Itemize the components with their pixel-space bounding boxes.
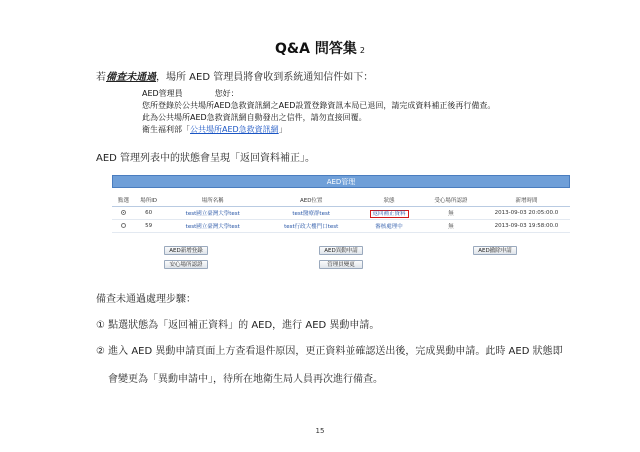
email-line-2: 此為公共場所AED急救資訊網自動發出之信件，請勿直接回覆。 xyxy=(142,113,367,122)
col-time: 新增時間 xyxy=(483,194,570,207)
aed-table xyxy=(112,194,570,233)
email-signature: 衛生福利部「公共場所AED急救資訊網」 xyxy=(142,125,287,134)
page-number: 15 xyxy=(315,427,325,435)
page-title-version: 2 xyxy=(359,46,365,55)
col-place: 場所名稱 xyxy=(162,194,263,207)
row-place[interactable]: test國立臺灣大學test xyxy=(162,207,263,220)
email-line-1: 您所登錄於公共場所AED急救資訊網之AED設置登錄資訊本局已退回，請完成資料補正後再行備查。 xyxy=(142,101,496,110)
table-row[interactable] xyxy=(112,220,570,233)
row-status-highlighted[interactable]: 返回補正資料 xyxy=(370,210,409,218)
aed-management-title: AED管理 xyxy=(112,175,570,188)
steps-heading: 備查未通過處理步驟： xyxy=(96,294,196,305)
step-2: ② 進入 AED 異動申請頁面上方查看退件原因，更正資料並確認送出後，完成異動申請。此時 AED 狀態即 xyxy=(96,346,563,357)
row-status[interactable]: 審核處理中 xyxy=(359,220,419,233)
row-radio[interactable] xyxy=(121,223,126,228)
row-cert: 無 xyxy=(419,220,483,233)
aed-table-header xyxy=(112,194,570,207)
aed-change-button[interactable]: AED異動申請 xyxy=(319,246,363,255)
row-place[interactable]: test國立臺灣大學test xyxy=(162,220,263,233)
row-id: 59 xyxy=(135,220,162,233)
step-2-continued: 會變更為「異動申請中」，待所在地衛生局人員再次進行備查。 xyxy=(108,374,383,385)
manager-change-button[interactable]: 管理員變更 xyxy=(319,260,363,269)
page-title: Q&A 問答集 2 xyxy=(275,41,365,57)
aed-site-link[interactable]: 公共場所AED急救資訊網 xyxy=(190,125,279,134)
row-radio-selected[interactable] xyxy=(121,210,126,215)
intro-paragraph: 若備查未通過，場所 AED 管理員將會收到系統通知信件如下： xyxy=(96,72,374,83)
step-1: ① 點選狀態為「返回補正資料」的 AED，進行 AED 異動申請。 xyxy=(96,320,380,331)
row-location[interactable]: test醫療群test xyxy=(263,207,359,220)
email-notice xyxy=(142,88,495,136)
col-location: AED位置 xyxy=(263,194,359,207)
col-id: 場所ID xyxy=(135,194,162,207)
row-id: 60 xyxy=(135,207,162,220)
col-select: 點選 xyxy=(112,194,135,207)
list-status-text: AED 管理列表中的狀態會呈現「返回資料補正」。 xyxy=(96,153,316,164)
table-row[interactable] xyxy=(112,207,570,220)
aed-add-button[interactable]: AED新增登錄 xyxy=(164,246,208,255)
aed-delete-button[interactable]: AED撤除申請 xyxy=(473,246,517,255)
row-time: 2013-09-03 19:58:00.0 xyxy=(483,220,570,233)
row-cert: 無 xyxy=(419,207,483,220)
col-cert: 受心場所認證 xyxy=(419,194,483,207)
row-location[interactable]: test行政大樓門口test xyxy=(263,220,359,233)
aed-management-screenshot xyxy=(112,175,570,275)
col-status: 狀態 xyxy=(359,194,419,207)
row-time: 2013-09-03 20:05:00.0 xyxy=(483,207,570,220)
safe-place-cert-button[interactable]: 安心場所認證 xyxy=(164,260,208,269)
emphasis-text: 備查未通過 xyxy=(106,72,156,83)
email-salutation: AED管理員 您好： xyxy=(142,89,239,98)
